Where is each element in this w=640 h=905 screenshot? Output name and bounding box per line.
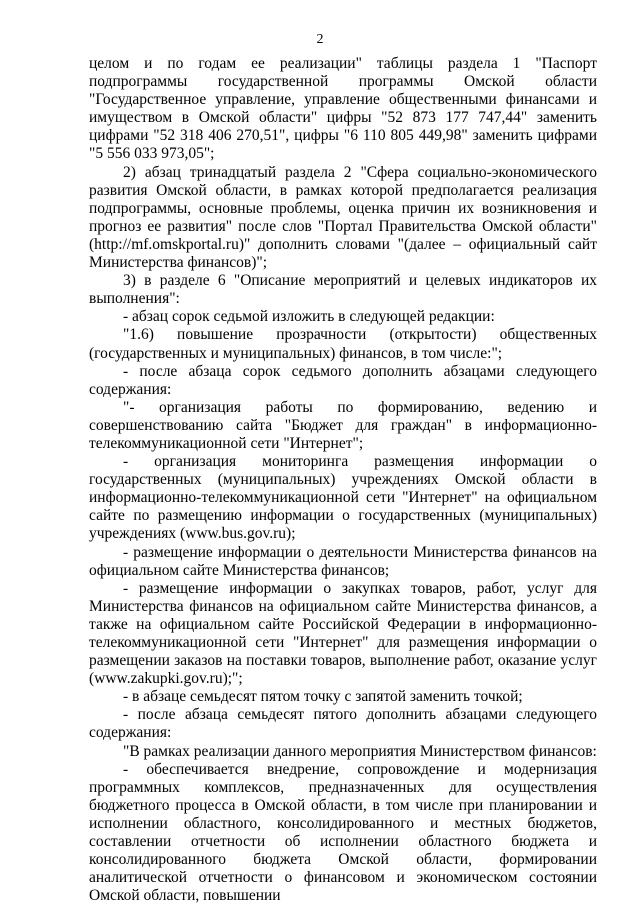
paragraph: - обеспечивается внедрение, сопровождение и модернизация программных комплексов, предназначенных для осуществления бюджетного процесса в Омской области, в том числе при планировании и исполнении областного, консолидированного и местных бюджетов, составлении отчетности об исполнении областного бюджета и консолидированного бюджета Омской области, формировании аналитической отчетности о финансовом и экономическом состоянии Омской области, повышении: [89, 760, 597, 905]
body-text: [89, 55, 597, 905]
paragraph: "- организация работы по формированию, ведению и совершенствованию сайта "Бюджет для граждан" в информационно-телекоммуникационной сети "Интернет";: [89, 398, 597, 452]
paragraph: 2) абзац тринадцатый раздела 2 "Сфера социально-экономического развития Омской области, в рамках которой предполагается реализация подпрограммы, основные проблемы, оценка причин их возникновения и прогноз ее развития" после слов "Портал Правительства Омской области" (http://mf.omskportal.ru)" дополнить словами "(далее – официальный сайт Министерства финансов)";: [89, 163, 597, 272]
paragraph: - после абзаца семьдесят пятого дополнить абзацами следующего содержания:: [89, 706, 597, 742]
paragraph: 3) в разделе 6 "Описание мероприятий и целевых индикаторов их выполнения":: [89, 272, 597, 308]
page-number: 2: [316, 32, 324, 47]
paragraph: "1.6) повышение прозрачности (открытости) общественных (государственных и муниципальных) финансов, в том числе:";: [89, 326, 597, 362]
paragraph: целом и по годам ее реализации" таблицы раздела 1 "Паспорт подпрограммы государственной программы Омской области "Государственное управление, управление общественными финансами и имуществом в Омской области" цифры "52 873 177 747,44" заменить цифрами "52 318 406 270,51", цифры "6 110 805 449,98" заменить цифрами "5 556 033 973,05";: [89, 55, 597, 163]
paragraph: - размещение информации о деятельности Министерства финансов на официальном сайте Министерства финансов;: [89, 543, 597, 579]
paragraph: - абзац сорок седьмой изложить в следующей редакции:: [123, 308, 495, 326]
paragraph: - организация мониторинга размещения информации о государственных (муниципальных) учреждениях Омской области в информационно-телекоммуникационной сети "Интернет" на официальном сайте по размещению информации о государственных (муниципальных) учреждениях (www.bus.gov.ru);: [89, 453, 597, 543]
paragraph: "В рамках реализации данного мероприятия Министерством финансов:: [123, 742, 597, 760]
paragraph: - размещение информации о закупках товаров, работ, услуг для Министерства финансов на официальном сайте Министерства финансов, а также на официальном сайте Российской Федерации в информационно-телекоммуникационной сети "Интернет" для размещения информации о размещении заказов на поставки товаров, выполнение работ, оказание услуг (www.zakupki.gov.ru);";: [89, 579, 597, 688]
paragraph: - в абзаце семьдесят пятом точку с запятой заменить точкой;: [123, 688, 523, 706]
paragraph: - после абзаца сорок седьмого дополнить абзацами следующего содержания:: [89, 362, 597, 398]
